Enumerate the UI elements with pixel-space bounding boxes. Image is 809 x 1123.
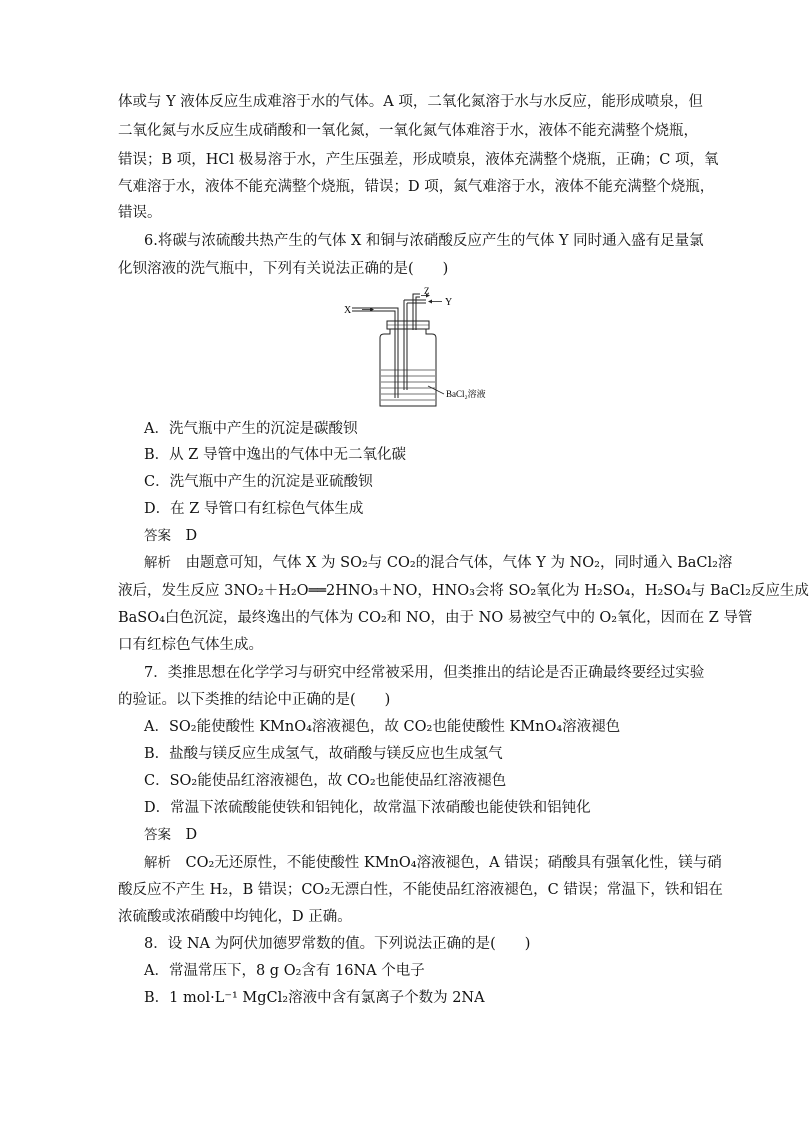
q6-explanation-line-2: 液后，发生反应 3NO₂＋H₂O══2HNO₃＋NO，HNO₃会将 SO₂氧化为 H₂SO₄，H₂SO₄与 BaCl₂反应生成 (118, 583, 809, 599)
q7-stem-line-1: 7．类推思想在化学学习与研究中经常被采用，但类推出的结论是否正确最终要经过实验 (144, 665, 705, 681)
q6-option-a: A．洗气瓶中产生的沉淀是碳酸钡 (144, 421, 358, 437)
arrow-y-head (428, 300, 432, 304)
q6-option-b: B．从 Z 导管中逸出的气体中无二氧化碳 (144, 447, 406, 463)
q7-option-d: D．常温下浓硫酸能使铁和铝钝化，故常温下浓硝酸也能使铁和铝钝化 (144, 800, 591, 816)
q7-answer-label: 答案 (144, 827, 171, 843)
q7-answer (144, 822, 197, 849)
q5-explanation-line-4: 气难溶于水，液体不能充满整个烧瓶，错误；D 项，氮气难溶于水，液体不能充满整个烧瓶， (118, 179, 715, 195)
q6-explanation-label: 解析 (144, 555, 171, 571)
q6-option-c: C．洗气瓶中产生的沉淀是亚硫酸钡 (144, 474, 373, 490)
q6-explanation-text-1: 由题意可知，气体 X 为 SO₂与 CO₂的混合气体，气体 Y 为 NO₂，同时通入 BaCl₂溶 (185, 555, 733, 571)
q6-stem-line-2: 化钡溶液的洗气瓶中，下列有关说法正确的是( ) (118, 261, 449, 277)
q6-answer-label: 答案 (144, 528, 171, 544)
q7-stem-line-2: 的验证。以下类推的结论中正确的是( ) (118, 692, 391, 708)
q8-stem: 8．设 NA 为阿伏加德罗常数的值。下列说法正确的是( ) (144, 936, 531, 952)
q6-explanation-line-4: 口有红棕色气体生成。 (118, 637, 263, 653)
label-bacl2-solution: BaCl₂溶液 (446, 389, 486, 399)
q8-option-b: B．1 mol·L⁻¹ MgCl₂溶液中含有氯离子个数为 2NA (144, 990, 485, 1006)
q7-explanation-line-3: 浓硫酸或浓硝酸中均钝化，D 正确。 (118, 909, 352, 925)
q6-answer (144, 523, 197, 550)
q7-answer-value: D (185, 827, 198, 843)
q6-option-d: D．在 Z 导管口有红棕色气体生成 (144, 501, 364, 517)
gas-washing-bottle-figure (340, 286, 486, 414)
label-x: X (344, 305, 352, 316)
label-z: Z (424, 286, 430, 296)
label-y: Y (445, 297, 453, 308)
q8-option-a: A．常温常压下，8 g O₂含有 16NA 个电子 (144, 963, 425, 979)
q5-explanation-line-5: 错误。 (118, 205, 162, 221)
q7-option-c: C．SO₂能使品红溶液褪色，故 CO₂也能使品红溶液褪色 (144, 773, 507, 789)
q5-explanation-line-1: 体或与 Y 液体反应生成难溶于水的气体。A 项，二氧化氮溶于水与水反应，能形成喷泉，但 (118, 94, 703, 110)
q7-explanation-label: 解析 (144, 855, 171, 871)
q6-explanation-line-3: BaSO₄白色沉淀，最终逸出的气体为 CO₂和 NO，由于 NO 易被空气中的 O₂氧化，因而在 Z 导管 (118, 610, 753, 626)
bacl2-solution-liquid (381, 370, 435, 400)
q7-option-b: B．盐酸与镁反应生成氢气，故硝酸与镁反应也生成氢气 (144, 746, 503, 762)
q6-explanation-line-1 (144, 550, 733, 577)
q5-explanation-line-3: 错误；B 项，HCl 极易溶于水，产生压强差，形成喷泉，液体充满整个烧瓶，正确；C 项，氧 (118, 152, 719, 168)
q7-explanation-line-1 (144, 850, 722, 877)
q7-explanation-line-2: 酸反应不产生 H₂，B 错误；CO₂无漂白性，不能使品红溶液褪色，C 错误；常温下，铁和铝在 (118, 882, 723, 898)
q7-option-a: A．SO₂能使酸性 KMnO₄溶液褪色，故 CO₂也能使酸性 KMnO₄溶液褪色 (144, 719, 621, 735)
q6-stem-line-1: 6.将碳与浓硫酸共热产生的气体 X 和铜与浓硝酸反应产生的气体 Y 同时通入盛有足量氯 (144, 233, 704, 249)
q7-explanation-text-1: CO₂无还原性，不能使酸性 KMnO₄溶液褪色，A 错误；硝酸具有强氧化性，镁与硝 (185, 855, 722, 871)
inlet-tube-y-top (404, 300, 426, 303)
q5-explanation-line-2: 二氧化氮与水反应生成硝酸和一氧化氮，一氧化氮气体难溶于水，液体不能充满整个烧瓶， (118, 123, 698, 139)
q6-answer-value: D (185, 528, 198, 544)
